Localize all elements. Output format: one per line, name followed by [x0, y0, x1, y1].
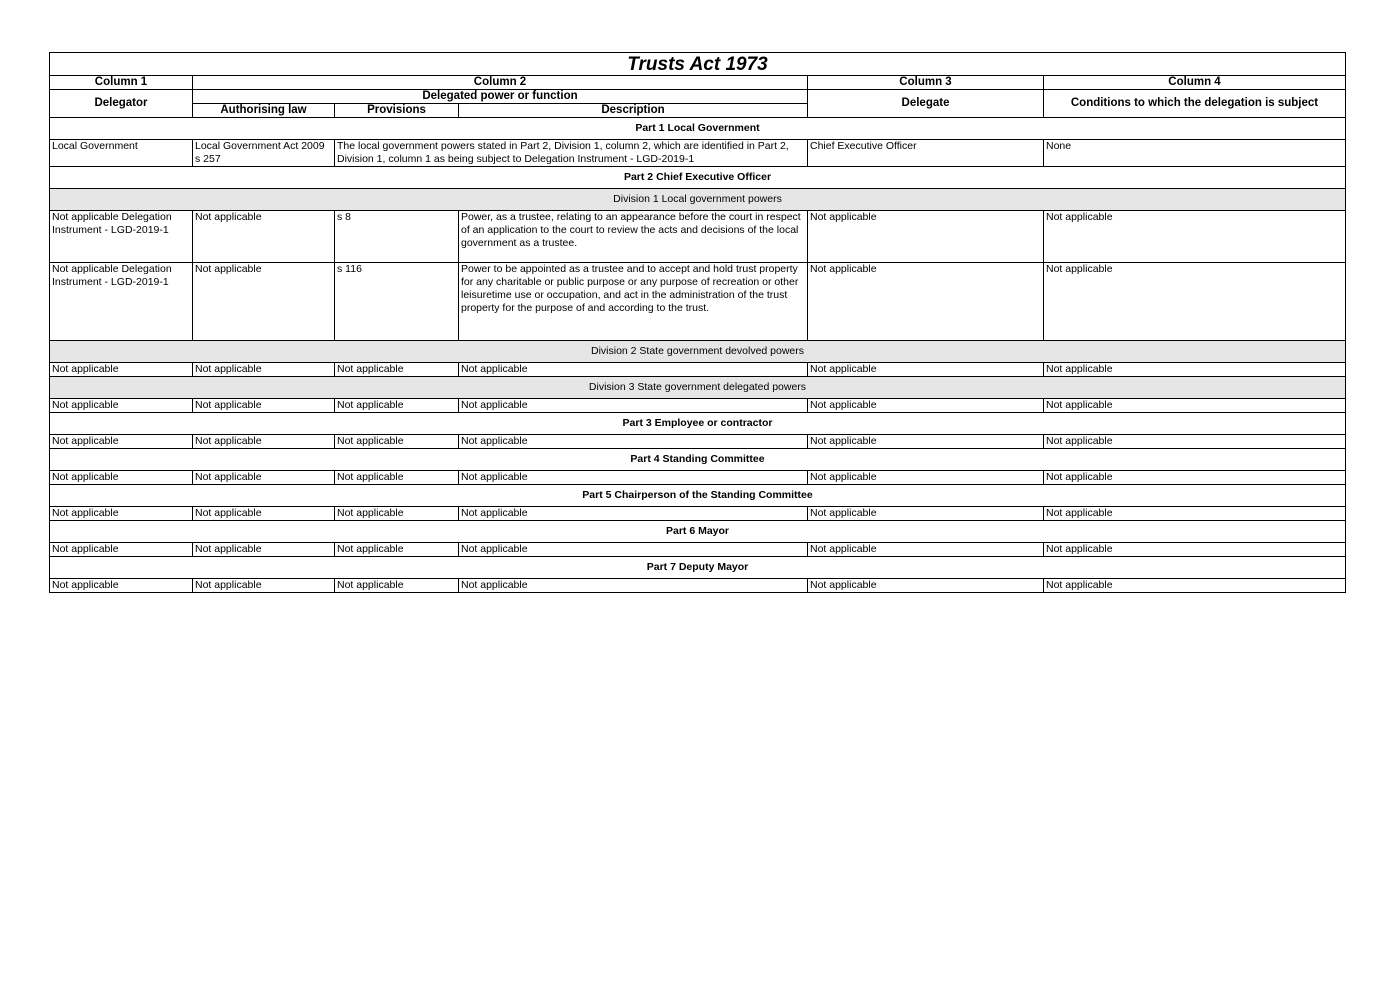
delegate-cell: Not applicable [808, 579, 1044, 593]
delegator-cell: Not applicable [50, 435, 193, 449]
table-row [50, 543, 1346, 557]
part-heading-row [50, 485, 1346, 507]
table-row [50, 435, 1346, 449]
provisions-cell: Not applicable [335, 579, 459, 593]
description-cell: Power, as a trustee, relating to an appearance before the court in respect of an application to the court to review the acts and decisions of the local government as a trustee. [459, 211, 808, 263]
description-cell: Power to be appointed as a trustee and to accept and hold trust property for any charitable or public purpose or any purpose of recreation or other leisuretime use or occupation, and act in the administration of the trust property for the purpose of and according to the trust. [459, 263, 808, 341]
authorising-law-cell: Not applicable [193, 363, 335, 377]
authorising-law-cell: Not applicable [193, 435, 335, 449]
division-heading: Division 2 State government devolved powers [50, 341, 1346, 363]
delegator-cell: Not applicable [50, 543, 193, 557]
table-row [50, 579, 1346, 593]
column4-header: Column 4 [1044, 76, 1346, 90]
authorising-law-cell: Local Government Act 2009 s 257 [193, 140, 335, 167]
delegate-cell: Not applicable [808, 507, 1044, 521]
delegator-cell: Not applicable [50, 471, 193, 485]
authorising-law-cell: Not applicable [193, 263, 335, 341]
conditions-cell: Not applicable [1044, 363, 1346, 377]
conditions-cell: Not applicable [1044, 399, 1346, 413]
delegate-cell: Chief Executive Officer [808, 140, 1044, 167]
description-cell: Not applicable [459, 363, 808, 377]
delegate-cell: Not applicable [808, 363, 1044, 377]
provisions-cell: Not applicable [335, 435, 459, 449]
delegate-cell: Not applicable [808, 543, 1044, 557]
delegate-header: Delegate [808, 90, 1044, 118]
table-row [50, 399, 1346, 413]
part-heading: Part 4 Standing Committee [50, 449, 1346, 471]
provisions-cell: s 116 [335, 263, 459, 341]
page-title: Trusts Act 1973 [50, 53, 1346, 76]
provisions-header: Provisions [335, 104, 459, 118]
delegator-cell: Not applicable [50, 399, 193, 413]
conditions-cell: Not applicable [1044, 543, 1346, 557]
conditions-cell: Not applicable [1044, 579, 1346, 593]
table-row [50, 263, 1346, 341]
division-heading-row [50, 341, 1346, 363]
conditions-cell: Not applicable [1044, 507, 1346, 521]
description-cell: Not applicable [459, 579, 808, 593]
description-cell: Not applicable [459, 471, 808, 485]
part-heading-row [50, 557, 1346, 579]
description-header: Description [459, 104, 808, 118]
description-cell: Not applicable [459, 435, 808, 449]
part-heading-row [50, 167, 1346, 189]
provisions-cell: Not applicable [335, 471, 459, 485]
part-heading: Part 2 Chief Executive Officer [50, 167, 1346, 189]
delegator-cell: Not applicable [50, 579, 193, 593]
description-cell: Not applicable [459, 507, 808, 521]
delegator-cell: Not applicable Delegation Instrument - LGD-2019-1 [50, 263, 193, 341]
provisions-cell: Not applicable [335, 399, 459, 413]
part-heading: Part 1 Local Government [50, 118, 1346, 140]
column1-header: Column 1 [50, 76, 193, 90]
delegator-cell: Not applicable Delegation Instrument - LGD-2019-1 [50, 211, 193, 263]
part-heading-row [50, 521, 1346, 543]
delegate-cell: Not applicable [808, 435, 1044, 449]
authorising-law-cell: Not applicable [193, 471, 335, 485]
table-row [50, 363, 1346, 377]
table-row [50, 211, 1346, 263]
provisions-cell: s 8 [335, 211, 459, 263]
table-row [50, 471, 1346, 485]
conditions-cell: Not applicable [1044, 211, 1346, 263]
provisions-cell: Not applicable [335, 543, 459, 557]
provisions-cell: Not applicable [335, 363, 459, 377]
part-heading: Part 7 Deputy Mayor [50, 557, 1346, 579]
column2-header: Column 2 [193, 76, 808, 90]
conditions-cell: Not applicable [1044, 263, 1346, 341]
column3-header: Column 3 [808, 76, 1044, 90]
delegation-table [49, 52, 1346, 593]
provisions-description-cell: The local government powers stated in Part 2, Division 1, column 2, which are identified in Part 2, Division 1, column 1 as being subject to Delegation Instrument - LGD-2019-1 [335, 140, 808, 167]
division-heading: Division 3 State government delegated powers [50, 377, 1346, 399]
delegator-header: Delegator [50, 90, 193, 118]
part-heading-row [50, 413, 1346, 435]
delegate-cell: Not applicable [808, 399, 1044, 413]
authorising-law-cell: Not applicable [193, 399, 335, 413]
conditions-cell: Not applicable [1044, 435, 1346, 449]
table-row [50, 140, 1346, 167]
description-cell: Not applicable [459, 399, 808, 413]
authorising-law-cell: Not applicable [193, 507, 335, 521]
provisions-cell: Not applicable [335, 507, 459, 521]
part-heading: Part 3 Employee or contractor [50, 413, 1346, 435]
description-cell: Not applicable [459, 543, 808, 557]
authorising-law-cell: Not applicable [193, 211, 335, 263]
division-heading-row [50, 189, 1346, 211]
conditions-cell: Not applicable [1044, 471, 1346, 485]
delegator-cell: Not applicable [50, 507, 193, 521]
delegator-cell: Not applicable [50, 363, 193, 377]
authorising-law-header: Authorising law [193, 104, 335, 118]
part-heading: Part 5 Chairperson of the Standing Committee [50, 485, 1346, 507]
delegate-cell: Not applicable [808, 471, 1044, 485]
conditions-cell: None [1044, 140, 1346, 167]
table-row [50, 507, 1346, 521]
delegate-cell: Not applicable [808, 263, 1044, 341]
part-heading-row [50, 449, 1346, 471]
delegated-power-header: Delegated power or function [193, 90, 808, 104]
authorising-law-cell: Not applicable [193, 579, 335, 593]
division-heading-row [50, 377, 1346, 399]
division-heading: Division 1 Local government powers [50, 189, 1346, 211]
conditions-header: Conditions to which the delegation is subject [1044, 90, 1346, 118]
authorising-law-cell: Not applicable [193, 543, 335, 557]
delegate-cell: Not applicable [808, 211, 1044, 263]
part-heading-row [50, 118, 1346, 140]
delegator-cell: Local Government [50, 140, 193, 167]
part-heading: Part 6 Mayor [50, 521, 1346, 543]
